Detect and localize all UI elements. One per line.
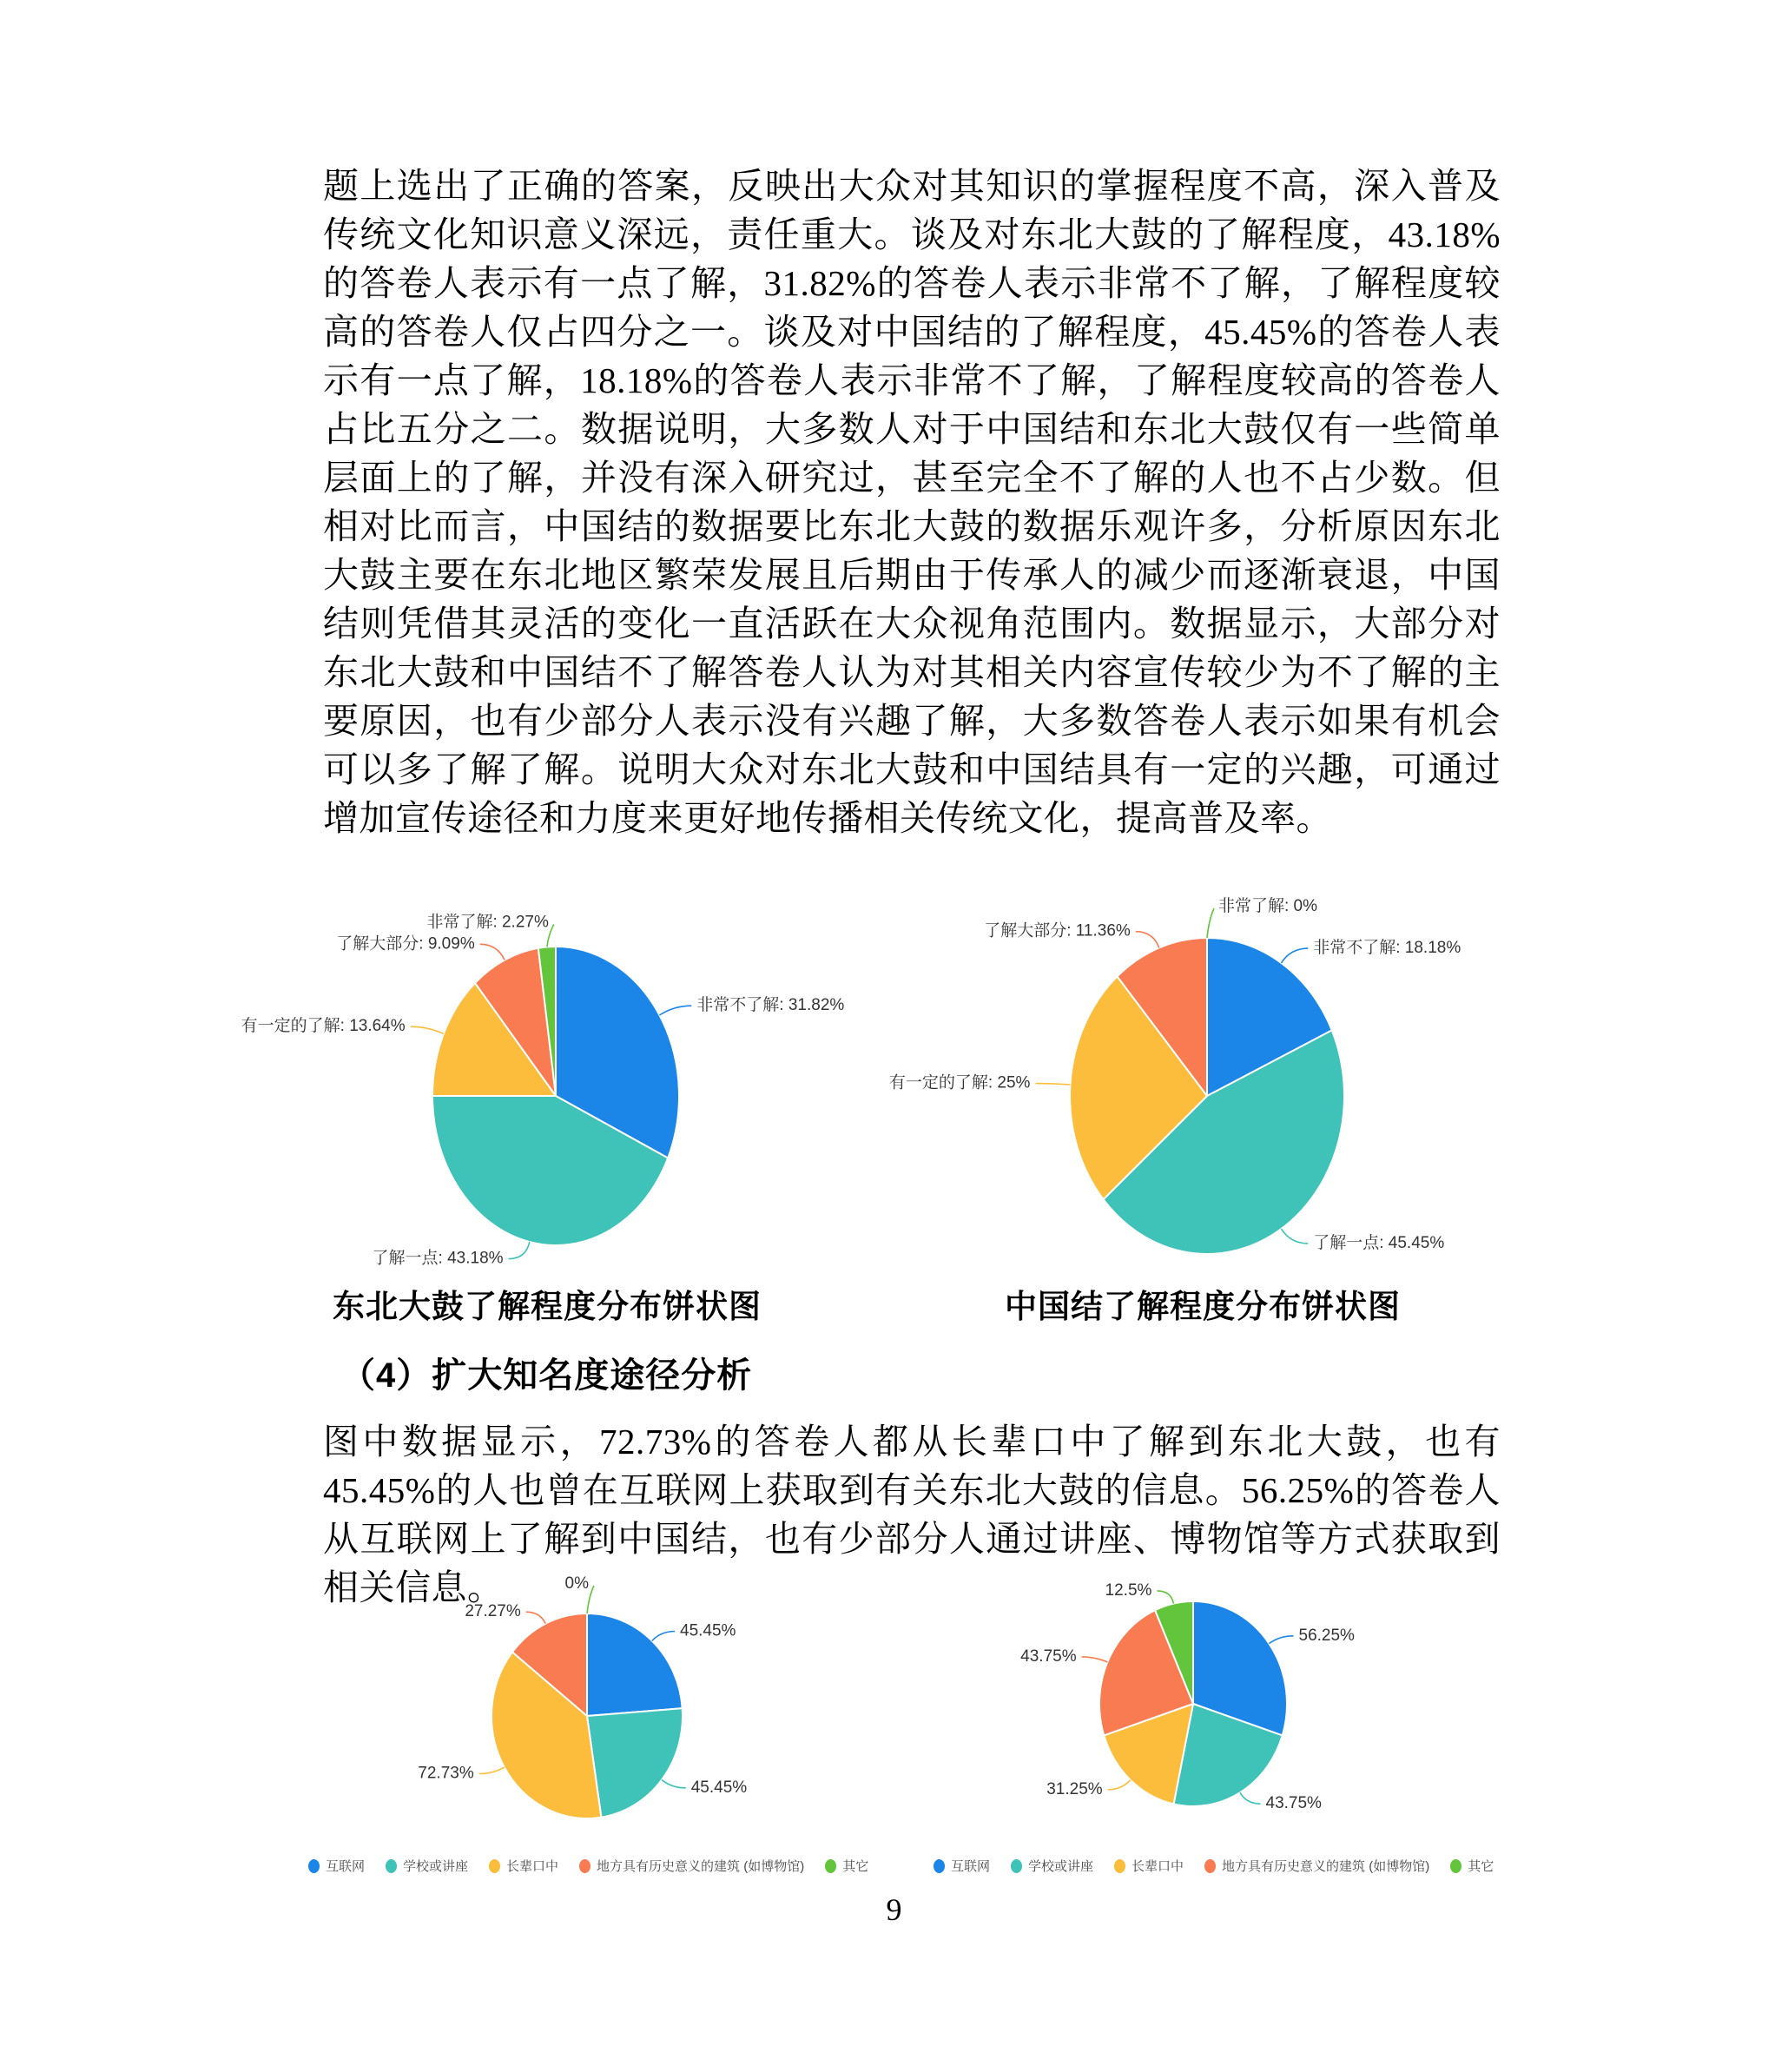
pie-callout-label: 43.75%: [1265, 1794, 1322, 1813]
pie-callout-label: 12.5%: [1105, 1580, 1152, 1600]
pie-slice-互联网: [587, 1613, 683, 1716]
pie-callout-label: 非常了解: 2.27%: [426, 913, 549, 932]
pie-chart-chinese-knot-awareness: [889, 896, 1461, 1254]
pie-callout-label: 了解大部分: 11.36%: [984, 921, 1131, 940]
legend-item: [308, 1857, 365, 1875]
pie-callout-line: [509, 1242, 530, 1259]
legend-item: [579, 1857, 804, 1875]
pie-callout-label: 非常了解: 0%: [1218, 897, 1318, 916]
legend-label: 其它: [842, 1859, 869, 1874]
pie-callout-line: [1082, 1657, 1108, 1662]
legend-item: [1450, 1857, 1494, 1875]
legend-dot-icon: [1450, 1859, 1461, 1873]
legend-label: 学校或讲座: [1028, 1859, 1094, 1874]
pie-callout-label: 了解一点: 43.18%: [372, 1249, 504, 1268]
chart-caption-chinese-knot-awareness: 中国结了解程度分布饼状图: [1005, 1289, 1401, 1324]
pie-callout-label: 0%: [564, 1574, 589, 1594]
pie-callout-label: 45.45%: [680, 1621, 736, 1640]
chart-legend-dongbei-dagu-channels: [308, 1857, 868, 1875]
pie-callout-line: [652, 1632, 675, 1641]
pie-callout-line: [1281, 948, 1308, 963]
legend-dot-icon: [386, 1859, 397, 1873]
pie-callout-label: 27.27%: [465, 1602, 521, 1621]
legend-item: [1204, 1857, 1429, 1875]
pie-callout-line: [1136, 932, 1159, 948]
legend-dot-icon: [1011, 1859, 1022, 1873]
pie-callout-line: [479, 1767, 505, 1774]
pie-callout-line: [1269, 1636, 1293, 1644]
pie-callout-line: [411, 1026, 444, 1033]
paragraph-awareness-analysis: 题上选出了正确的答案，反映出大众对其知识的掌握程度不高，深入普及传统文化知识意义深远，责任重大。谈及对东北大鼓的了解程度，43.18%的答卷人表示有一点了解，31.82%的答卷人表示非常不了解，了解程度较高的答卷人仅占四分之一。谈及对中国结的了解程度，45.45%的答卷人表示有一点了解，18.18%的答卷人表示非常不了解，了解程度较高的答卷人占比五分之二。数据说明，大多数人对于中国结和东北大鼓仅有一些简单层面上的了解，并没有深入研究过，甚至完全不了解的人也不占少数。但相对比而言，中国结的数据要比东北大鼓的数据乐观许多，分析原因东北大鼓主要在东北地区繁荣发展且后期由于传承人的减少而逐渐衰退，中国结则凭借其灵活的变化一直活跃在大众视角范围内。数据显示，大部分对东北大鼓和中国结不了解答卷人认为对其相关内容宣传较少为不了解的主要原因，也有少部分人表示没有兴趣了解，大多数答卷人表示如果有机会可以多了解了解。说明大众对东北大鼓和中国结具有一定的兴趣，可通过增加宣传途径和力度来更好地传播相关传统文化，提高普及率。: [323, 166, 1501, 838]
legend-item: [934, 1857, 990, 1875]
legend-dot-icon: [489, 1859, 500, 1873]
legend-item: [825, 1857, 868, 1875]
pie-callout-line: [1240, 1792, 1261, 1804]
pie-callout-line: [1281, 1229, 1308, 1244]
legend-item: [1011, 1857, 1093, 1875]
pie-slice-学校或讲座: [587, 1708, 683, 1818]
legend-label: 地方具有历史意义的建筑 (如博物馆): [597, 1859, 805, 1874]
pie-callout-label: 72.73%: [418, 1764, 474, 1783]
legend-label: 学校或讲座: [403, 1859, 469, 1874]
pie-callout-label: 了解大部分: 9.09%: [336, 934, 475, 954]
chart-legend-chinese-knot-channels: [934, 1857, 1494, 1875]
pie-chart-dongbei-dagu-awareness: [241, 912, 845, 1267]
chart-caption-dongbei-dagu-awareness: 东北大鼓了解程度分布饼状图: [333, 1289, 762, 1324]
pie-callout-line: [662, 1780, 686, 1788]
legend-item: [386, 1857, 468, 1875]
legend-dot-icon: [579, 1859, 591, 1873]
legend-dot-icon: [1114, 1859, 1125, 1873]
pie-callout-label: 了解一点: 45.45%: [1313, 1233, 1445, 1252]
pie-callout-line: [1207, 908, 1214, 938]
pie-callout-line: [659, 1006, 691, 1015]
section-heading-publicity-channels: （4）扩大知名度途径分析: [340, 1356, 753, 1395]
page-number: 9: [886, 1892, 902, 1927]
legend-dot-icon: [825, 1859, 836, 1873]
pie-callout-line: [526, 1612, 546, 1624]
pie-callout-line: [480, 944, 505, 960]
pie-chart-chinese-knot-channels: [1020, 1581, 1355, 1812]
pie-callout-label: 31.25%: [1046, 1779, 1103, 1798]
legend-label: 互联网: [951, 1859, 991, 1874]
pie-callout-label: 有一定的了解: 25%: [888, 1073, 1031, 1092]
legend-dot-icon: [934, 1859, 945, 1873]
pie-callout-label: 非常不了解: 18.18%: [1313, 939, 1461, 958]
paragraph-channels-analysis: 图中数据显示，72.73%的答卷人都从长辈口中了解到东北大鼓，也有 45.45%的人也曾在互联网上获取到有关东北大鼓的信息。56.25%的答卷人从互联网上了解到中国结，也有少部分人通过讲座、博物馆等方式获取到相关信息。: [323, 1422, 1501, 1607]
legend-label: 地方具有历史意义的建筑 (如博物馆): [1222, 1859, 1430, 1874]
pie-callout-line: [1035, 1084, 1070, 1085]
legend-item: [1114, 1857, 1184, 1875]
legend-label: 其它: [1468, 1859, 1494, 1874]
pie-callout-label: 45.45%: [690, 1778, 748, 1797]
legend-dot-icon: [1204, 1859, 1216, 1873]
pie-callout-line: [1108, 1780, 1131, 1790]
pie-callout-label: 43.75%: [1020, 1646, 1077, 1666]
legend-item: [489, 1857, 558, 1875]
pie-callout-label: 非常不了解: 31.82%: [696, 996, 845, 1015]
pie-callout-label: 有一定的了解: 13.64%: [241, 1017, 406, 1036]
legend-label: 长辈口中: [1132, 1859, 1184, 1874]
legend-label: 互联网: [326, 1859, 366, 1874]
pie-callout-label: 56.25%: [1298, 1626, 1355, 1645]
legend-label: 长辈口中: [506, 1859, 559, 1874]
legend-dot-icon: [308, 1859, 320, 1873]
